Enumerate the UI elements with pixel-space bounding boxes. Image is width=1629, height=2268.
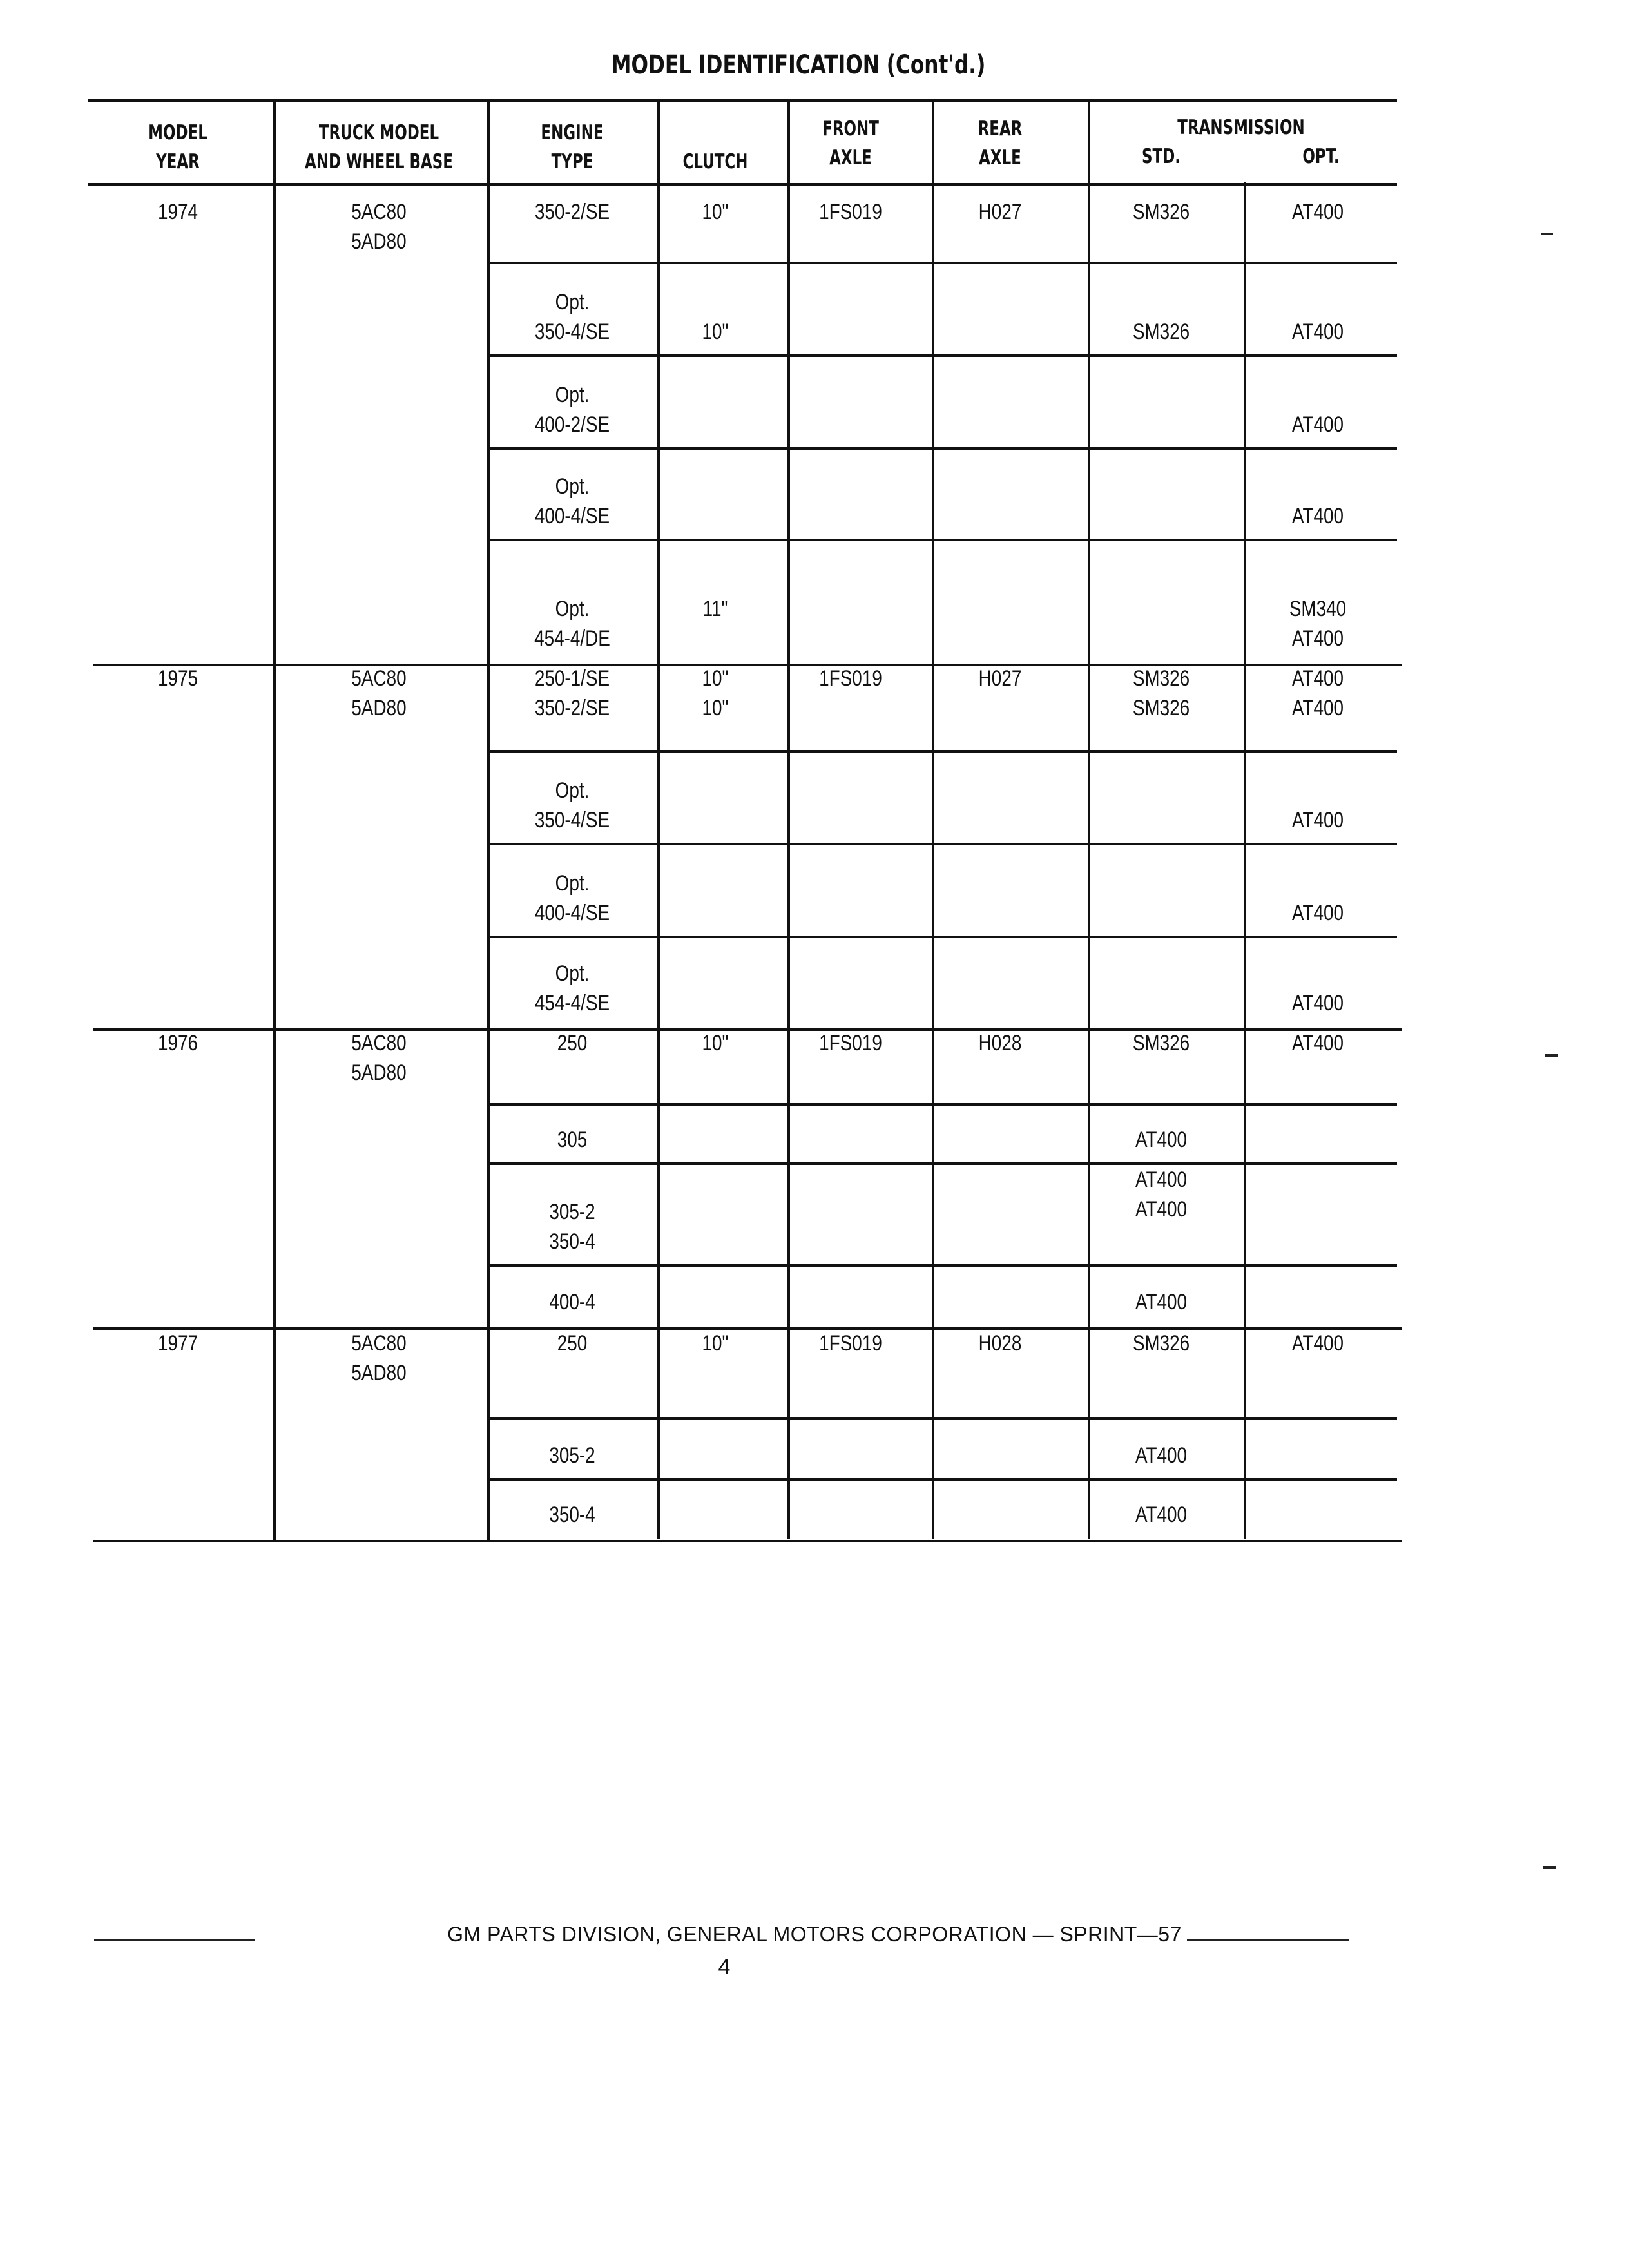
engine-type: 250 [557, 1031, 588, 1055]
transmission-std: SM326 [1132, 1031, 1190, 1055]
engine-type: 250 [557, 1331, 588, 1356]
column-rule [932, 1465, 934, 1539]
front-axle: 1FS019 [819, 1031, 882, 1055]
column-rule [657, 1465, 660, 1539]
column-rule [1244, 925, 1246, 1027]
footer-text: GM PARTS DIVISION, GENERAL MOTORS CORPORATION — SPRINT—57 [447, 1923, 1182, 1946]
column-rule [1088, 445, 1090, 540]
engine-type: 305-2 [549, 1443, 595, 1468]
transmission-opt: AT400 [1291, 200, 1344, 224]
column-rule [1244, 1465, 1246, 1539]
group-rule [93, 1540, 1402, 1542]
column-rule [787, 182, 790, 263]
truck-model: 5AD80 [351, 696, 407, 720]
header-opt: OPT. [1302, 145, 1340, 168]
rear-axle: H027 [978, 200, 1022, 224]
row-rule [487, 1478, 1397, 1481]
header-model-year: YEAR [156, 150, 200, 173]
header-clutch: CLUTCH [682, 150, 748, 173]
column-rule [787, 1313, 790, 1419]
header-engine-type: TYPE [551, 150, 593, 173]
column-rule [932, 262, 934, 356]
column-rule [1088, 99, 1090, 186]
column-rule [1244, 445, 1246, 540]
column-rule [1244, 352, 1246, 448]
column-rule [932, 445, 934, 540]
row-rule [487, 1162, 1397, 1165]
page-number: 4 [718, 1955, 731, 1979]
column-rule [657, 648, 660, 751]
transmission-std: AT400 [1135, 1443, 1188, 1468]
footer-rule-right [1187, 1939, 1349, 1941]
column-rule [657, 262, 660, 356]
column-rule [787, 740, 790, 844]
column-rule [657, 1313, 660, 1419]
row-rule [487, 1103, 1397, 1106]
column-rule [1244, 262, 1246, 356]
engine-type: 350-4/SE [534, 808, 610, 832]
transmission-opt: SM340 [1289, 597, 1347, 621]
column-rule [1088, 1465, 1090, 1539]
page-title: MODEL IDENTIFICATION (Cont'd.) [611, 50, 986, 80]
column-rule [657, 536, 660, 662]
column-rule [787, 262, 790, 356]
column-rule [787, 925, 790, 1027]
engine-type: 454-4/SE [534, 991, 610, 1015]
row-rule [487, 1264, 1397, 1267]
transmission-std: AT400 [1135, 1197, 1188, 1222]
model-year: 1975 [157, 666, 198, 691]
column-rule [932, 352, 934, 448]
column-rule [1088, 832, 1090, 937]
model-year: 1976 [157, 1031, 198, 1055]
truck-model: 5AD80 [351, 1061, 407, 1085]
truck-model: 5AC80 [351, 1331, 407, 1356]
engine-type: 350-4/SE [534, 320, 610, 344]
column-rule [657, 182, 660, 263]
transmission-opt: AT400 [1291, 626, 1344, 651]
engine-type: Opt. [555, 871, 590, 896]
header-model-year: MODEL [148, 121, 207, 144]
column-rule [932, 925, 934, 1027]
column-rule [273, 99, 276, 186]
column-rule [1088, 352, 1090, 448]
column-rule [273, 1013, 276, 1327]
engine-type: 400-4/SE [534, 901, 610, 925]
row-rule [487, 262, 1397, 264]
column-rule [657, 99, 660, 186]
column-rule [1244, 740, 1246, 844]
transmission-std: AT400 [1135, 1168, 1188, 1192]
row-rule [487, 750, 1397, 753]
row-rule [487, 447, 1397, 450]
model-year: 1974 [157, 200, 198, 224]
column-rule [657, 832, 660, 937]
header-truck-model: TRUCK MODEL [318, 121, 439, 144]
column-rule [932, 648, 934, 751]
column-rule [932, 182, 934, 263]
header-transmission: TRANSMISSION [1177, 116, 1305, 139]
column-rule [1244, 536, 1246, 662]
engine-type: 250-1/SE [534, 666, 610, 691]
column-rule [932, 1313, 934, 1419]
header-std: STD. [1142, 145, 1181, 168]
header-rear-axle: REAR [978, 117, 1023, 140]
transmission-std: SM326 [1132, 696, 1190, 720]
column-rule [787, 99, 790, 186]
column-rule [273, 1313, 276, 1540]
margin-mark [1545, 1054, 1558, 1057]
column-rule [787, 536, 790, 662]
clutch-size: 10" [702, 1331, 729, 1356]
column-rule [932, 832, 934, 937]
engine-type: 400-4/SE [534, 504, 610, 528]
column-rule [487, 648, 490, 1028]
header-rear-axle: AXLE [979, 146, 1021, 169]
column-rule [932, 536, 934, 662]
column-rule [487, 182, 490, 664]
engine-type: Opt. [555, 383, 590, 407]
row-rule [487, 1418, 1397, 1420]
column-rule [1088, 262, 1090, 356]
column-rule [787, 352, 790, 448]
engine-type: Opt. [555, 597, 590, 621]
transmission-std: SM326 [1132, 320, 1190, 344]
transmission-std: SM326 [1132, 200, 1190, 224]
truck-model: 5AC80 [351, 1031, 407, 1055]
engine-type: 454-4/DE [534, 626, 610, 651]
engine-type: Opt. [555, 778, 590, 803]
transmission-std: SM326 [1132, 1331, 1190, 1356]
engine-type: 400-4 [549, 1290, 595, 1314]
rear-axle: H028 [978, 1031, 1022, 1055]
column-rule [657, 445, 660, 540]
engine-type: Opt. [555, 961, 590, 986]
row-rule [487, 936, 1397, 938]
transmission-std: AT400 [1135, 1503, 1188, 1527]
column-rule [657, 740, 660, 844]
header-front-axle: AXLE [829, 146, 872, 169]
column-rule [487, 1013, 490, 1327]
truck-model: 5AC80 [351, 200, 407, 224]
margin-mark [1543, 1866, 1556, 1869]
transmission-opt: AT400 [1291, 808, 1344, 832]
column-rule [1088, 740, 1090, 844]
column-rule [487, 1313, 490, 1540]
header-truck-model: AND WHEEL BASE [305, 150, 453, 173]
column-rule [1088, 536, 1090, 662]
clutch-size: 10" [702, 200, 729, 224]
column-rule [787, 648, 790, 751]
column-rule [1088, 182, 1090, 263]
clutch-size: 10" [702, 696, 729, 720]
engine-type: 350-2/SE [534, 696, 610, 720]
front-axle: 1FS019 [819, 666, 882, 691]
column-rule [1244, 182, 1246, 263]
transmission-std: SM326 [1132, 666, 1190, 691]
engine-type: 305-2 [549, 1200, 595, 1224]
column-rule [1244, 832, 1246, 937]
header-front-axle: FRONT [822, 117, 879, 140]
row-rule [487, 843, 1397, 845]
column-rule [657, 1149, 660, 1265]
row-rule [487, 354, 1397, 357]
transmission-std: AT400 [1135, 1128, 1188, 1152]
column-rule [932, 99, 934, 186]
transmission-opt: AT400 [1291, 504, 1344, 528]
column-rule [1088, 648, 1090, 751]
rear-axle: H028 [978, 1331, 1022, 1356]
clutch-size: 10" [702, 666, 729, 691]
engine-type: 305 [557, 1128, 588, 1152]
transmission-opt: AT400 [1291, 1331, 1344, 1356]
row-rule [487, 539, 1397, 541]
column-rule [657, 352, 660, 448]
column-rule [273, 648, 276, 1028]
truck-model: 5AC80 [351, 666, 407, 691]
truck-model: 5AD80 [351, 1361, 407, 1385]
transmission-opt: AT400 [1291, 1031, 1344, 1055]
column-rule [787, 1149, 790, 1265]
engine-type: 350-4 [549, 1229, 595, 1254]
column-rule [787, 832, 790, 937]
rear-axle: H027 [978, 666, 1022, 691]
clutch-size: 10" [702, 1031, 729, 1055]
transmission-opt: AT400 [1291, 412, 1344, 437]
column-rule [657, 925, 660, 1027]
column-rule [787, 1465, 790, 1539]
transmission-std: AT400 [1135, 1290, 1188, 1314]
transmission-opt: AT400 [1291, 696, 1344, 720]
header-engine-type: ENGINE [541, 121, 604, 144]
engine-type: Opt. [555, 290, 590, 314]
column-rule [1088, 1149, 1090, 1265]
truck-model: 5AD80 [351, 229, 407, 254]
front-axle: 1FS019 [819, 200, 882, 224]
column-rule [1244, 1313, 1246, 1419]
engine-type: Opt. [555, 474, 590, 499]
clutch-size: 11" [702, 597, 728, 621]
margin-mark [1541, 233, 1553, 235]
column-rule [1088, 1313, 1090, 1419]
header-top-rule [1086, 99, 1397, 102]
engine-type: 350-2/SE [534, 200, 610, 224]
transmission-opt: AT400 [1291, 991, 1344, 1015]
column-rule [932, 1149, 934, 1265]
engine-type: 400-2/SE [534, 412, 610, 437]
column-rule [273, 182, 276, 664]
column-rule [787, 445, 790, 540]
header-bottom-rule [88, 183, 1397, 186]
column-rule [487, 99, 490, 186]
column-rule [932, 740, 934, 844]
column-rule [1088, 925, 1090, 1027]
column-rule [1244, 648, 1246, 751]
transmission-opt: AT400 [1291, 666, 1344, 691]
transmission-opt: AT400 [1291, 320, 1344, 344]
front-axle: 1FS019 [819, 1331, 882, 1356]
column-rule [1244, 1149, 1246, 1265]
transmission-opt: AT400 [1291, 901, 1344, 925]
clutch-size: 10" [702, 320, 729, 344]
engine-type: 350-4 [549, 1503, 595, 1527]
model-year: 1977 [157, 1331, 198, 1356]
